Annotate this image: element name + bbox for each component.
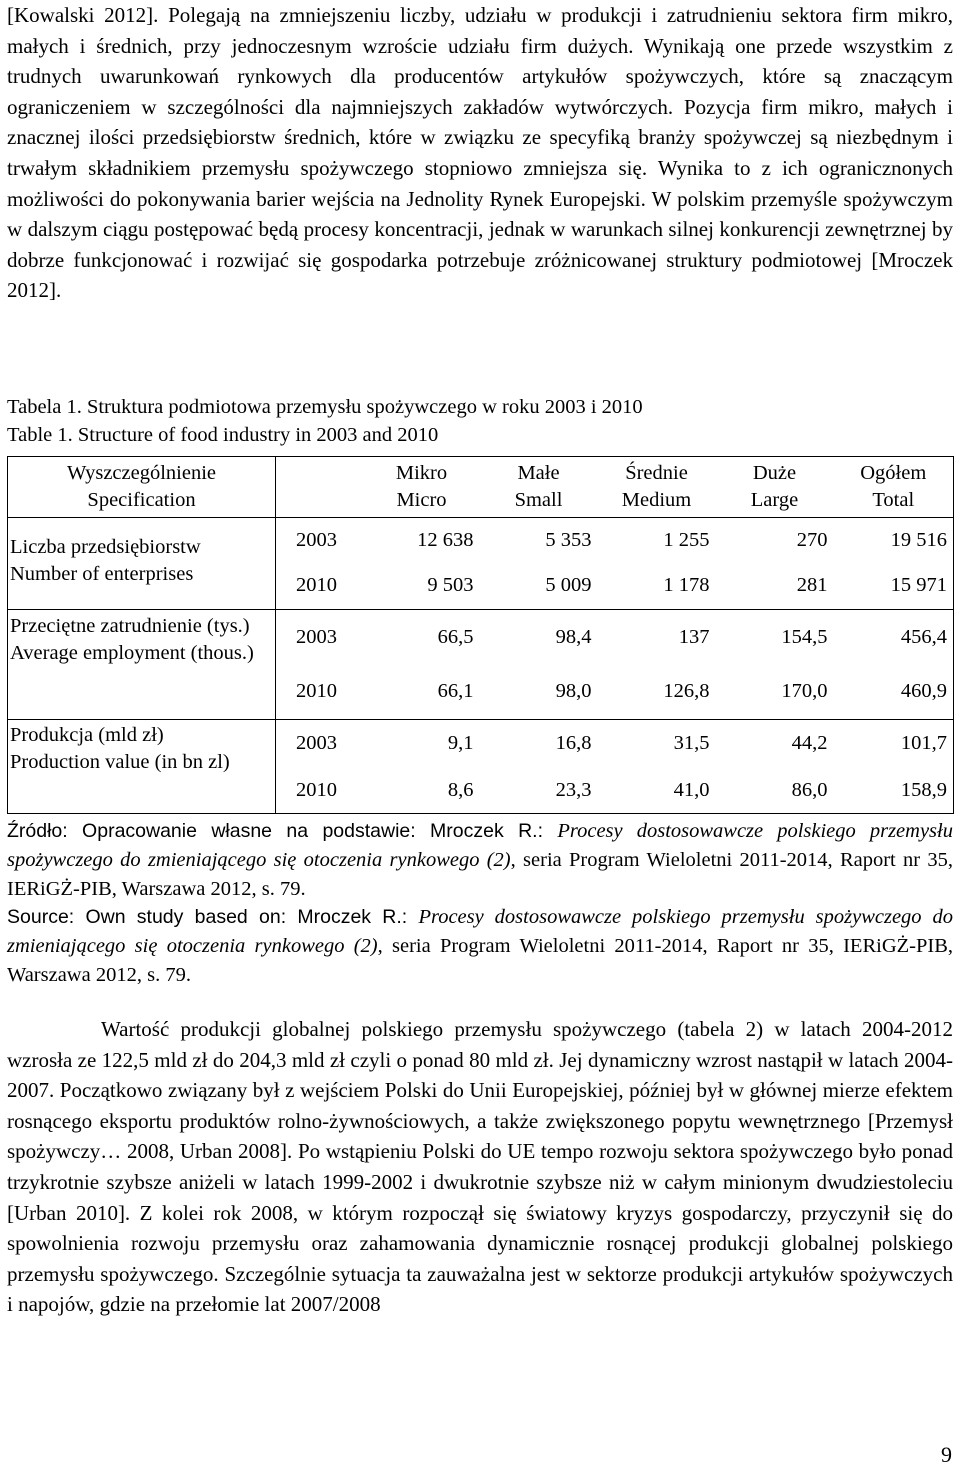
table-row: 2010 9 503 5 009 1 178 281 15 971 <box>296 574 947 597</box>
header-total: Ogółem Total <box>860 462 927 511</box>
page-number: 9 <box>941 1442 952 1467</box>
table-row: 2010 8,6 23,3 41,0 86,0 158,9 <box>296 778 947 801</box>
row-label-employment: Przeciętne zatrudnienie (tys.) Average employment (thous.) <box>8 610 276 720</box>
table-row: Produkcja (mld zł) Production value (in bn zl) 2003 9,1 16,8 31,5 44,2 101,7 <box>8 720 954 768</box>
header-specification: Wyszczególnienie Specification <box>8 457 276 518</box>
table-header-row <box>8 457 954 518</box>
body-paragraph-2: Wartość produkcji globalnej polskiego przemysłu spożywczego (tabela 2) w latach 2004-2012 wzrosła ze 122,5 mld zł do 204,3 mld zł czyli o ponad 80 mld zł. Jej dynamiczny wzrost nastąpił w latach 2004-2007. Początkowo związany był z wejściem Polski do Unii Europejskiej, później był w głównej mierze efektem rosnącego eksportu produktów rolno-żywnościowych, a także zwiększonego popytu wewnętrznego [Przemysł spożywczy… 2008, Urban 2008]. Po wstąpieniu Polski do UE tempo rozwoju sektora spożywczego było ponad trzykrotnie szybsze aniżeli w latach 1999-2002 i dwukrotnie szybsze niż w całym minionym dwudziestoleciu [Urban 2010]. Z kolei rok 2008, w którym rozpoczął się światowy kryzys gospodarczy, przyczynił się do spowolnienia rozwoju przemysłu oraz zahamowania dynamicznie rosnącej produkcji globalnej polskiego przemysłu spożywczego. Szczególnie sytuacja ta zauważalna jest w sektorze produkcji artykułów spożywczych i napojów, gdzie na przełomie lat 2007/2008 <box>7 1017 953 1317</box>
header-small: Małe Small <box>514 462 563 511</box>
table-caption-en: Table 1. Structure of food industry in 2003 and 2010 <box>7 424 439 446</box>
header-large: Duże Large <box>750 462 799 511</box>
header-medium: Średnie Medium <box>621 462 692 511</box>
table-row: Liczba przedsiębiorstw Number of enterprises 2003 12 638 5 353 1 255 270 19 516 <box>8 518 954 563</box>
row-label-production: Produkcja (mld zł) Production value (in bn zl) <box>8 720 276 814</box>
body-paragraph-1: [Kowalski 2012]. Polegają na zmniejszeniu liczby, udziału w produkcji i zatrudnieniu sektora firm mikro, małych i średnich, przy jednoczesnym wzroście udziału firm dużych. Wynikają one przede wszystkim z trudnych uwarunkowań rynkowych dla producentów artykułów spożywczych, które są znaczącym ograniczeniem w szczególności dla najmniejszych zakładów wytwórczych. Pozycja firm mikro, małych i znacznej ilości przedsiębiorstw średnich, które w związku ze specyfiką branży spożywczej są niezbędnym i trwałym składnikiem przemysłu spożywczego stopniowo zmniejsza się. Wynika to z ich ogranicznonych możliwości do pokonywania barier wejścia na Jednolity Rynek Europejski. W polskim przemyśle spożywczym w dalszym ciągu postępować będą procesy koncentracji, jednak w warunkach silnej konkurencji zewnętrznej by dobrze funkcjonować i rozwijać się gospodarka potrzebuje zróżnicowanej struktury podmiotowej [Mroczek 2012]. <box>7 3 953 303</box>
source-note-en: Source: Own study based on: Mroczek R.: Procesy dostosowawcze polskiego przemysłu spożywczego do zmieniającego się otoczenia rynkowego (2), seria Program Wieloletni 2011-2014, Raport nr 35, IERiGŻ-PIB, Warszawa 2012, s. 79. <box>7 906 953 986</box>
source-note-pl: Źródło: Opracowanie własne na podstawie: Mroczek R.: Procesy dostosowawcze polskiego przemysłu spożywczego do zmieniającego się otoczenia rynkowego (2), seria Program Wieloletni 2011-2014, Raport nr 35, IERiGŻ-PIB, Warszawa 2012, s. 79. <box>7 820 953 900</box>
table-row: 2010 66,1 98,0 126,8 170,0 460,9 <box>296 680 947 703</box>
table-row: Przeciętne zatrudnienie (tys.) Average employment (thous.) 2003 66,5 98,4 137 154,5 456,4 <box>8 610 954 665</box>
table-caption-pl: Tabela 1. Struktura podmiotowa przemysłu spożywczego w roku 2003 i 2010 <box>7 396 643 418</box>
row-label-enterprises: Liczba przedsiębiorstw Number of enterprises <box>8 518 276 610</box>
header-micro: Mikro Micro <box>395 462 448 511</box>
structure-table <box>7 456 954 814</box>
